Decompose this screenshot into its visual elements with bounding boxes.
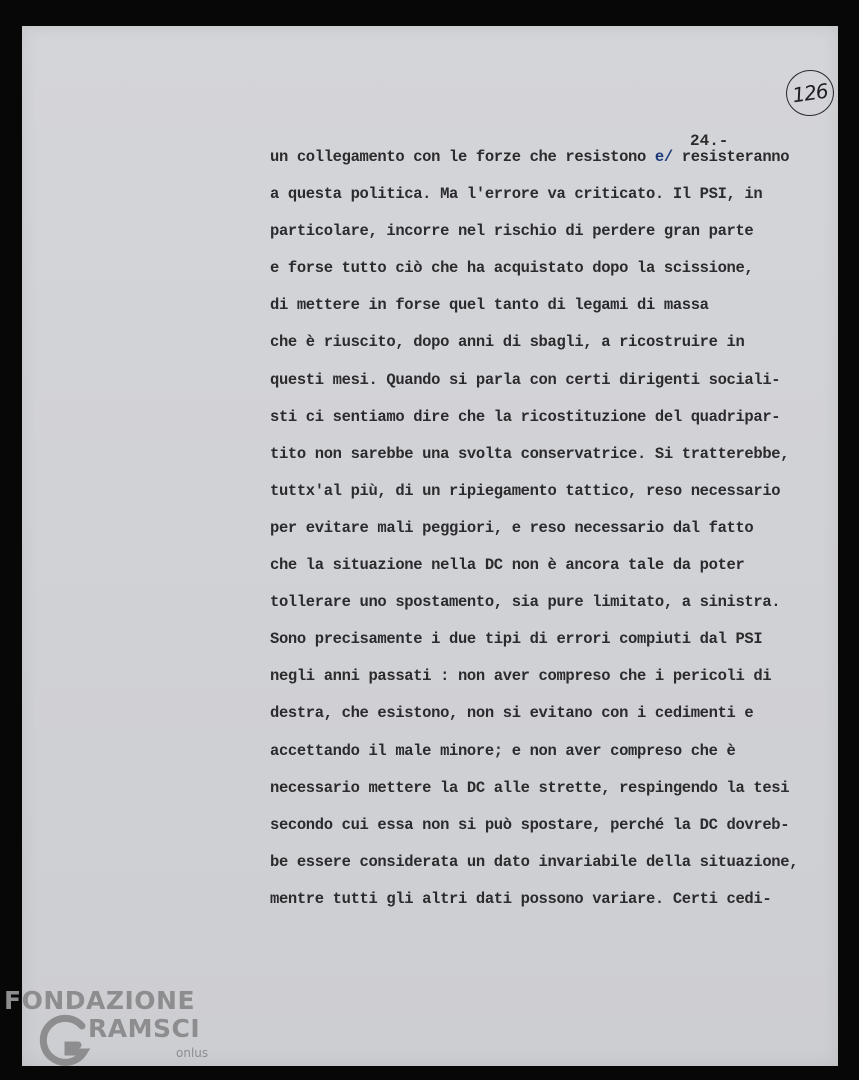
text-line: be essere considerata un dato invariabile della situazione, [270,852,799,871]
text-line: secondo cui essa non si può spostare, perché la DC dovreb- [270,815,790,834]
text-line: sti ci sentiamo dire che la ricostituzione del quadripar- [270,407,781,426]
text-line: mentre tutti gli altri dati possono variare. Certi cedi- [270,889,772,908]
page-number: 24.- [690,132,729,150]
text-line: particolare, incorre nel rischio di perdere gran parte [270,222,754,241]
text-line: a questa politica. Ma l'errore va criticato. Il PSI, in [270,185,763,204]
text-line: un collegamento con le forze che resistono e/ resisteranno [270,148,790,166]
text-line: tollerare uno spostamento, sia pure limitato, a sinistra. [270,593,781,612]
watermark-line3: onlus [176,1046,209,1060]
handwritten-correction: e/ [654,148,673,166]
text-line: di mettere in forse quel tanto di legami di massa [270,296,709,315]
text-line: che la situazione nella DC non è ancora tale da poter [270,556,745,575]
text-line: negli anni passati : non aver compreso che i pericoli di [270,667,772,686]
text-line: destra, che esistono, non si evitano con i cedimenti e [270,704,754,723]
folio-number-stamp: 126 [783,67,837,119]
text-line: Sono precisamente i due tipi di errori compiuti dal PSI [270,630,763,649]
text-line: per evitare mali peggiori, e reso necessario dal fatto [270,518,754,537]
text-line: questi mesi. Quando si parla con certi dirigenti sociali- [270,370,781,389]
text-line: e forse tutto ciò che ha acquistato dopo la scissione, [270,259,754,278]
text-line: tito non sarebbe una svolta conservatrice. Si tratterebbe, [270,444,790,463]
watermark-line2: RAMSCI [88,1014,201,1043]
watermark-line1: FONDAZIONE [4,986,196,1015]
text-line: tuttx'al più, di un ripiegamento tattico, reso necessario [270,481,781,500]
text-line: accettando il male minore; e non aver compreso che è [270,741,736,760]
body-text [270,139,840,918]
text-line: necessario mettere la DC alle strette, respingendo la tesi [270,778,790,797]
fondazione-gramsci-watermark [4,986,219,1076]
text-line: che è riuscito, dopo anni di sbagli, a ricostruire in [270,333,745,352]
